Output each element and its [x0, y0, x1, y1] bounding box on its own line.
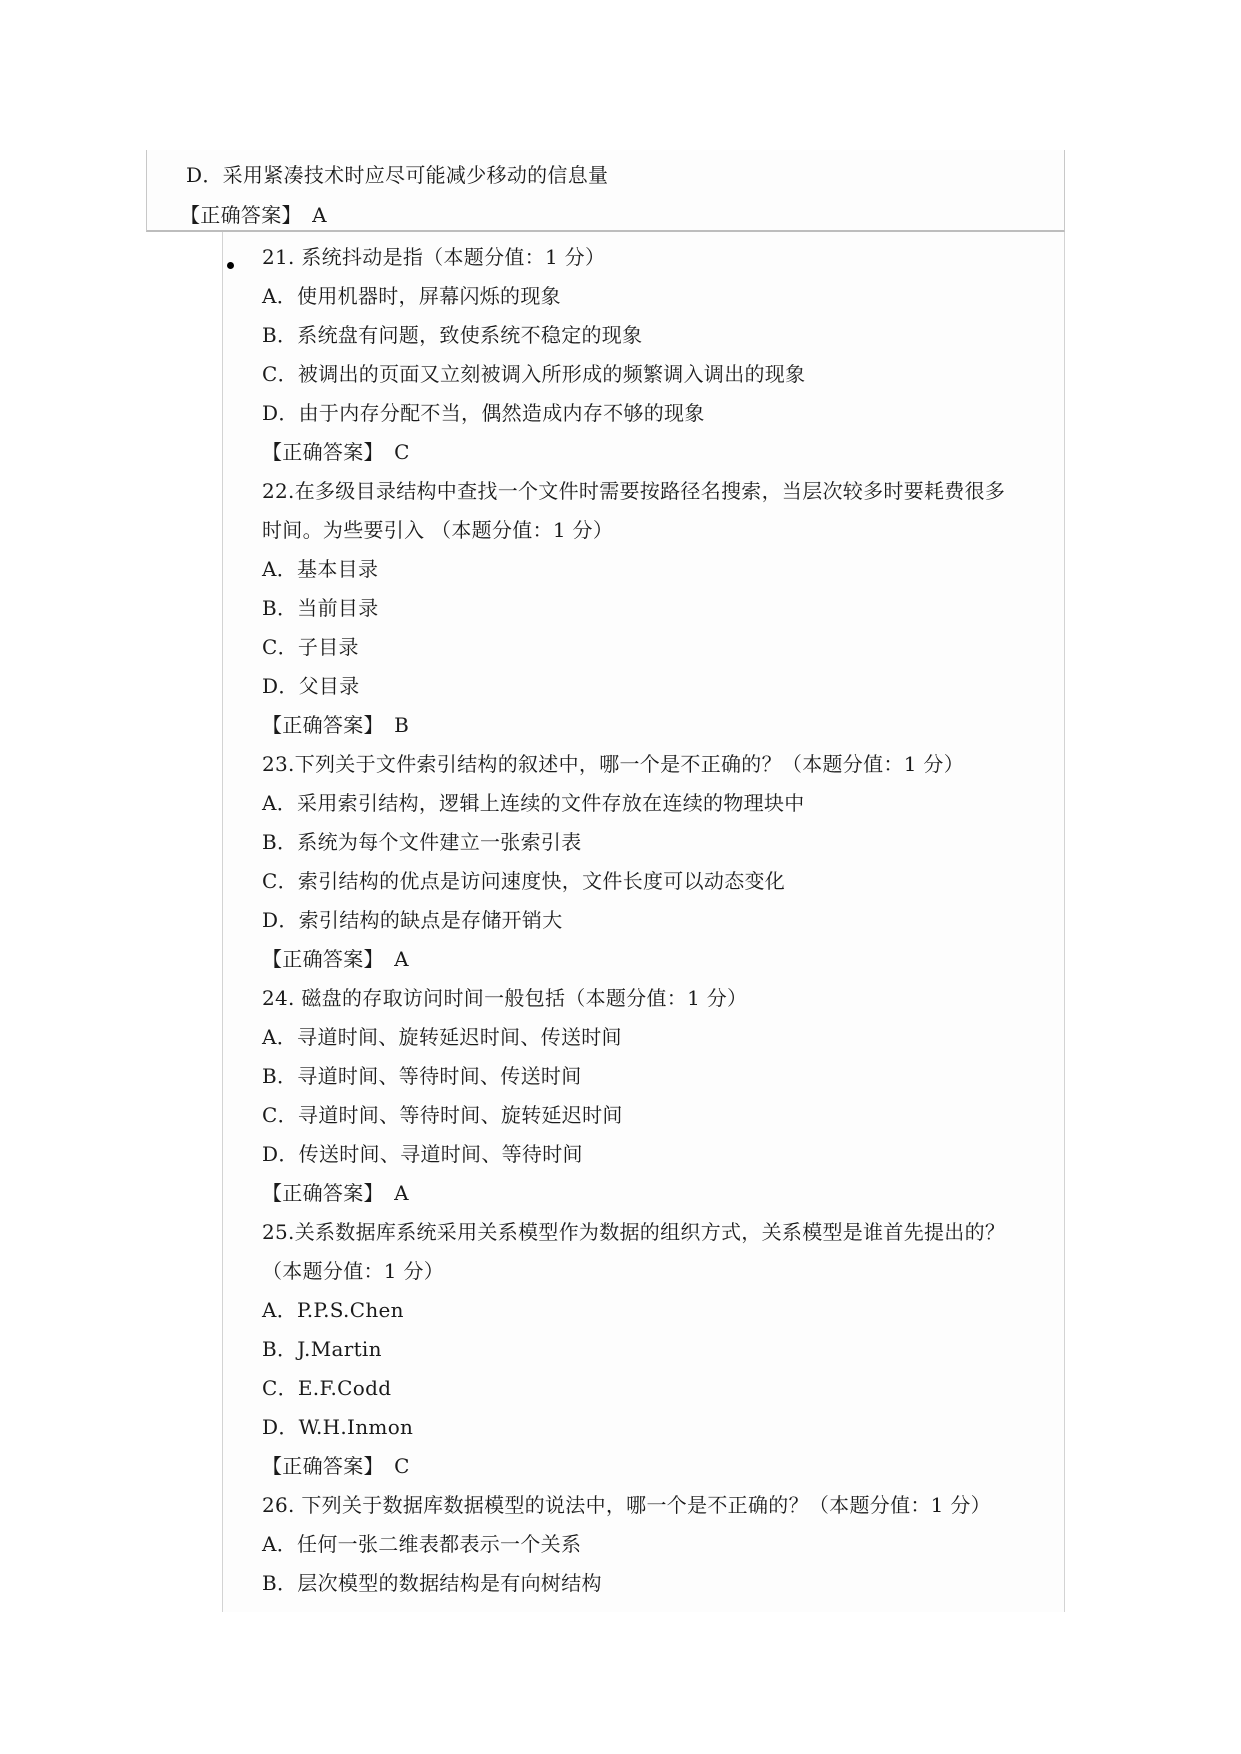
- document-line: 21. 系统抖动是指（本题分值：1 分）: [262, 245, 606, 269]
- document-line: A．P.P.S.Chen: [262, 1298, 404, 1322]
- document-line: 25.关系数据库系统采用关系模型作为数据的组织方式，关系模型是谁首先提出的？: [262, 1220, 1006, 1244]
- document-line: A．使用机器时，屏幕闪烁的现象: [262, 284, 561, 308]
- document-line: D．由于内存分配不当，偶然造成内存不够的现象: [262, 401, 705, 425]
- document-line: C．索引结构的优点是访问速度快，文件长度可以动态变化: [262, 869, 786, 893]
- document-line: A．任何一张二维表都表示一个关系: [262, 1532, 582, 1556]
- document-line: A．寻道时间、旋转延迟时间、传送时间: [262, 1025, 622, 1049]
- list-bullet-icon: [227, 262, 234, 269]
- document-line: C．子目录: [262, 635, 359, 659]
- document-line: B．寻道时间、等待时间、传送时间: [262, 1064, 582, 1088]
- document-line: B．当前目录: [262, 596, 379, 620]
- document-line: C．被调出的页面又立刻被调入所形成的频繁调入调出的现象: [262, 362, 806, 386]
- document-line: 22.在多级目录结构中查找一个文件时需要按路径名搜索，当层次较多时要耗费很多: [262, 479, 1006, 503]
- document-line: 【正确答案】 C: [262, 1454, 410, 1478]
- document-line: D．传送时间、寻道时间、等待时间: [262, 1142, 583, 1166]
- document-line: 24. 磁盘的存取访问时间一般包括（本题分值：1 分）: [262, 986, 748, 1010]
- document-line: B．系统为每个文件建立一张索引表: [262, 830, 582, 854]
- document-line: 【正确答案】 C: [262, 440, 410, 464]
- document-line: （本题分值：1 分）: [262, 1259, 445, 1283]
- document-line: 26. 下列关于数据库数据模型的说法中，哪一个是不正确的？（本题分值：1 分）: [262, 1493, 991, 1517]
- document-line: 时间。为些要引入 （本题分值：1 分）: [262, 518, 614, 542]
- document-line: A．基本目录: [262, 557, 379, 581]
- correct-answer-text: 【正确答案】 A: [180, 203, 327, 227]
- document-line: A．采用索引结构，逻辑上连续的文件存放在连续的物理块中: [262, 791, 805, 815]
- document-line: C．寻道时间、等待时间、旋转延迟时间: [262, 1103, 623, 1127]
- document-line: B．J.Martin: [262, 1337, 382, 1361]
- document-line: D．索引结构的缺点是存储开销大: [262, 908, 563, 932]
- document-line: B．层次模型的数据结构是有向树结构: [262, 1571, 602, 1595]
- document-line: 【正确答案】 A: [262, 1181, 409, 1205]
- document-line: D．父目录: [262, 674, 360, 698]
- option-d-text: D．采用紧凑技术时应尽可能减少移动的信息量: [186, 163, 609, 187]
- document-line: D．W.H.Inmon: [262, 1415, 414, 1439]
- document-line: C．E.F.Codd: [262, 1376, 392, 1400]
- document-line: B．系统盘有问题，致使系统不稳定的现象: [262, 323, 643, 347]
- document-line: 【正确答案】 A: [262, 947, 409, 971]
- document-line: 23.下列关于文件索引结构的叙述中，哪一个是不正确的？（本题分值：1 分）: [262, 752, 964, 776]
- document-line: 【正确答案】 B: [262, 713, 410, 737]
